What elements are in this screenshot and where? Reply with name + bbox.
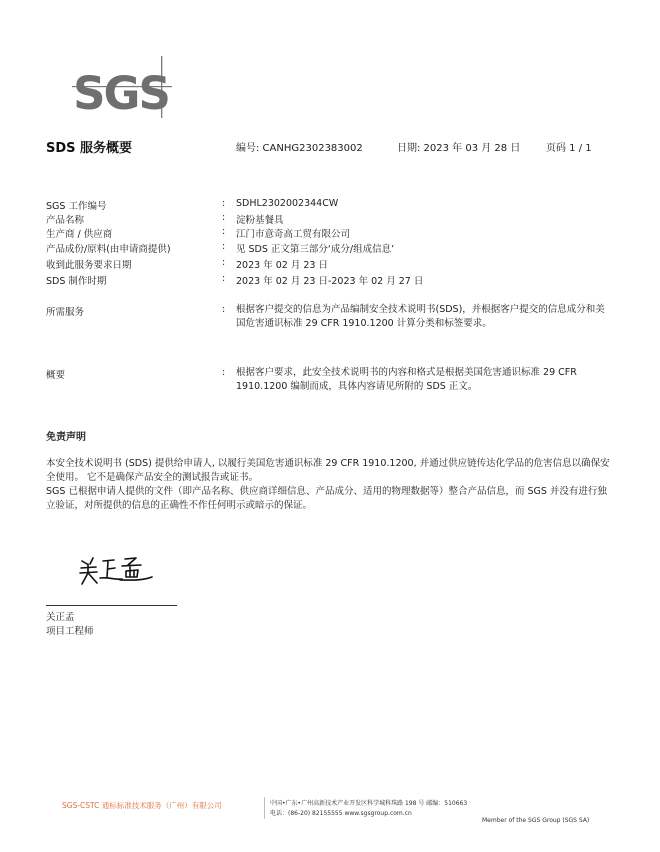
colon: :	[222, 226, 226, 237]
summary-text: 根据客户要求，此安全技术说明书的内容和格式是根据美国危害通识标准 29 CFR 1910.1200 编制而成，具体内容请见所附的 SDS 正文。	[236, 367, 577, 392]
received-date-label: 收到此服务要求日期	[46, 260, 132, 271]
footer-member: Member of the SGS Group (SGS SA)	[482, 817, 590, 824]
summary-label: 概要	[46, 370, 66, 381]
signature-line	[46, 605, 177, 606]
signer-name: 关正孟	[46, 612, 75, 623]
colon: :	[222, 257, 226, 268]
report-date: 日期: 2023 年 03 月 28 日	[397, 143, 521, 154]
supplier-label: 生产商 / 供应商	[46, 229, 113, 240]
footer-contact: 电话：(86-20) 82155555 www.sgsgroup.com.cn	[270, 810, 412, 817]
disclaimer-paragraph: 本安全技术说明书 (SDS) 提供给申请人, 以履行美国危害通识标准 29 CFR 1910.1200, 并通过供应链传达化学品的危害信息以确保安全使用。 它不是确保产品安全的测试报告或证书。	[46, 458, 610, 483]
colon: :	[222, 273, 226, 284]
sgs-logo	[72, 56, 172, 118]
service-text: 根据客户提交的信息为产品编制安全技术说明书(SDS)，并根据客户提交的信息成分和美国危害通识标准 29 CFR 1910.1200 计算分类和标签要求。	[236, 304, 605, 329]
footer-company: SGS-CSTC 通标标准技术服务（广州）有限公司	[62, 801, 222, 810]
disclaimer-title: 免责声明	[46, 432, 86, 443]
footer-divider	[264, 797, 265, 819]
supplier-value: 江门市意奇高工贸有限公司	[236, 229, 351, 240]
colon: :	[222, 198, 226, 209]
sds-period-label: SDS 制作时期	[46, 276, 107, 287]
footer-address: 中国•广东•广州高新技术产业开发区科学城科珠路 198 号 邮编：510663	[270, 800, 468, 807]
service-label: 所需服务	[46, 307, 85, 318]
product-name-label: 产品名称	[46, 215, 85, 226]
signer-title: 项目工程师	[46, 626, 94, 637]
product-name-value: 淀粉基餐具	[236, 215, 284, 226]
job-number-value: SDHL2302002344CW	[236, 198, 339, 209]
received-date-value: 2023 年 02 月 23 日	[236, 260, 328, 271]
composition-value: 见 SDS 正文第三部分‘成分/组成信息’	[236, 244, 395, 255]
colon: :	[222, 212, 226, 223]
report-number: 编号: CANHG2302383002	[236, 143, 363, 154]
job-number-label: SGS 工作编号	[46, 201, 107, 212]
disclaimer-body	[46, 457, 616, 513]
handwritten-signature	[78, 553, 154, 589]
sds-period-value: 2023 年 02 月 23 日-2023 年 02 月 27 日	[236, 276, 424, 287]
colon: :	[222, 304, 226, 315]
document-title: SDS 服务概要	[46, 141, 133, 156]
composition-label: 产品成份/原料(由申请商提供)	[46, 244, 171, 255]
disclaimer-paragraph: SGS 已根据申请人提供的文件（即产品名称、供应商详细信息、产品成分、适用的物理数据等）整合产品信息，而 SGS 并没有进行独立验证，对所提供的信息的正确性不作任何明示或暗示的保证。	[46, 486, 607, 511]
svg-text:SGS: SGS	[73, 67, 169, 118]
page-number: 页码 1 / 1	[546, 143, 592, 154]
colon: :	[222, 241, 226, 252]
colon: :	[222, 367, 226, 378]
